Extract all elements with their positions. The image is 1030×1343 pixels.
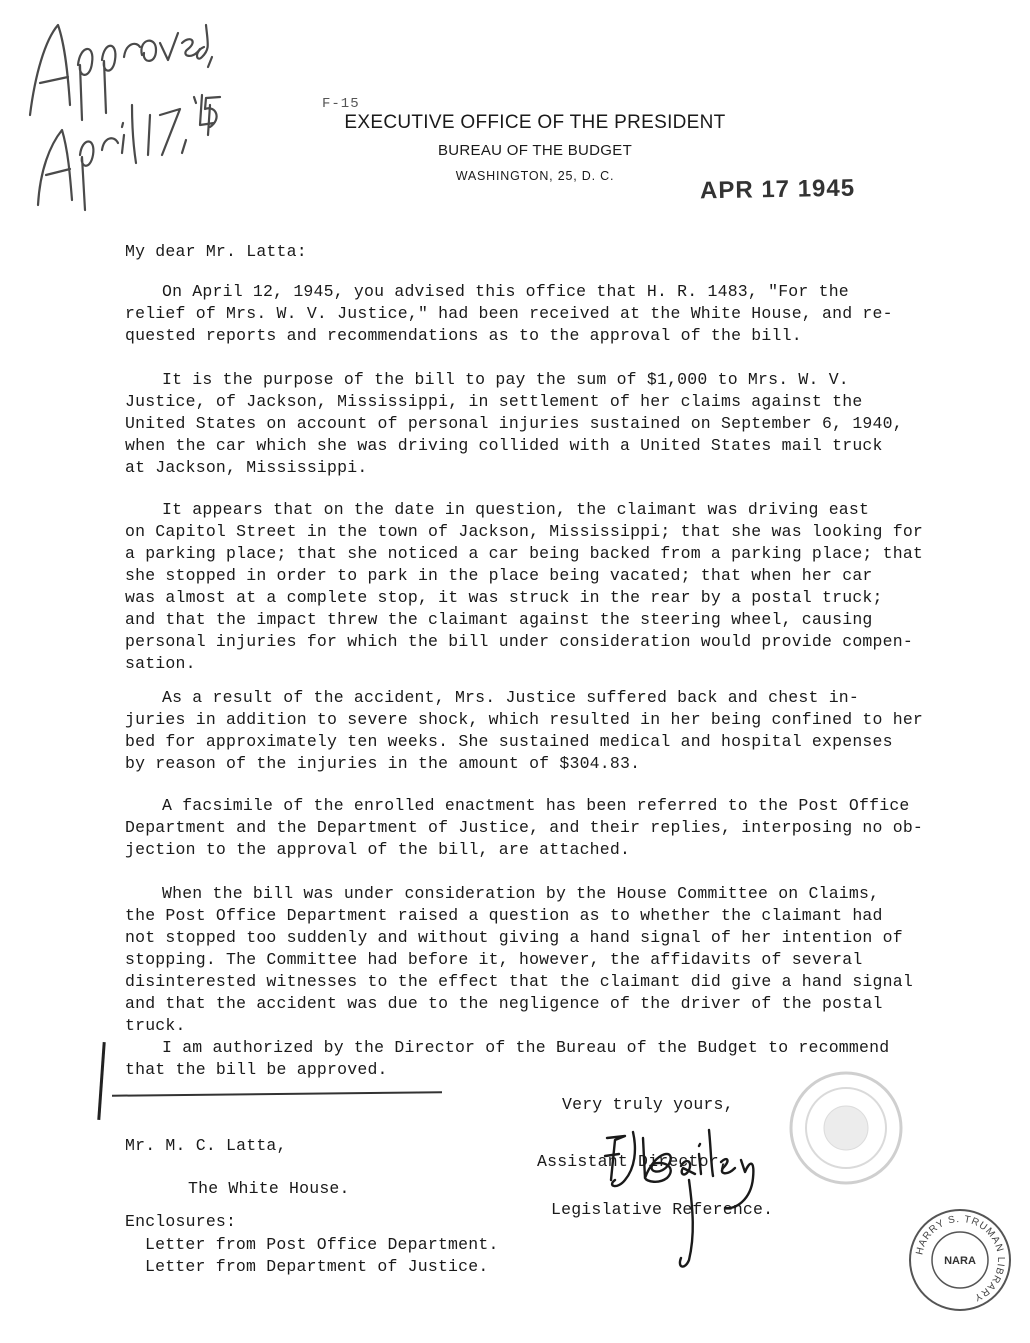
paragraph-line: juries in addition to severe shock, which resulted in her being confined to her bbox=[125, 710, 924, 729]
paragraph-line: A facsimile of the enrolled enactment has been referred to the Post Office bbox=[162, 796, 910, 815]
letterhead-office: EXECUTIVE OFFICE OF THE PRESIDENT bbox=[344, 112, 726, 133]
paragraph-7 bbox=[125, 1037, 889, 1081]
paragraph-line: truck. bbox=[125, 1016, 186, 1035]
paragraph-line: and that the accident was due to the negligence of the driver of the postal bbox=[125, 994, 883, 1013]
addressee-place: The White House. bbox=[188, 1179, 350, 1198]
nara-library-seal bbox=[905, 1205, 1015, 1315]
paragraph-line: It appears that on the date in question, the claimant was driving east bbox=[162, 500, 870, 519]
letterhead-city: WASHINGTON, 25, D. C. bbox=[455, 169, 615, 183]
handwritten-approval-annotation bbox=[10, 5, 225, 215]
paragraph-line: Department and the Department of Justice, and their replies, interposing no ob- bbox=[125, 818, 924, 837]
paragraph-line: and that the impact threw the claimant against the steering wheel, causing bbox=[125, 610, 873, 629]
paragraph-line: she stopped in order to park in the place being vacated; that when her car bbox=[125, 566, 873, 585]
paragraph-line: not stopped too suddenly and without giving a hand signal of her intention of bbox=[125, 928, 903, 947]
paragraph-line: that the bill be approved. bbox=[125, 1060, 388, 1079]
paragraph-line: a parking place; that she noticed a car being backed from a parking place; that bbox=[125, 544, 924, 563]
letterhead-bureau: BUREAU OF THE BUDGET bbox=[437, 142, 633, 159]
file-mark: F-15 bbox=[322, 96, 360, 112]
closing: Very truly yours, bbox=[562, 1095, 734, 1114]
paragraph-line: at Jackson, Mississippi. bbox=[125, 458, 368, 477]
signer-title-line-2: Legislative Reference. bbox=[551, 1200, 774, 1219]
paragraph-3 bbox=[125, 499, 923, 675]
enclosure-item: Letter from Department of Justice. bbox=[145, 1257, 489, 1276]
paragraph-line: On April 12, 1945, you advised this office that H. R. 1483, "For the bbox=[162, 282, 849, 301]
paragraph-4 bbox=[125, 687, 923, 775]
paragraph-1 bbox=[125, 281, 893, 347]
paragraph-line: jection to the approval of the bill, are attached. bbox=[125, 840, 631, 859]
paragraph-line: disinterested witnesses to the effect that the claimant did give a hand signal bbox=[125, 972, 913, 991]
embossed-library-seal bbox=[786, 1068, 906, 1188]
nara-label: NARA bbox=[944, 1255, 976, 1267]
enclosure-item: Letter from Post Office Department. bbox=[145, 1235, 499, 1254]
paragraph-2 bbox=[125, 369, 903, 479]
margin-pen-mark bbox=[97, 1042, 105, 1120]
paragraph-line: quested reports and recommendations as to the approval of the bill. bbox=[125, 326, 802, 345]
paragraph-line: sation. bbox=[125, 654, 196, 673]
paragraph-line: When the bill was under consideration by the House Committee on Claims, bbox=[162, 884, 880, 903]
paragraph-line: It is the purpose of the bill to pay the sum of $1,000 to Mrs. W. V. bbox=[162, 370, 849, 389]
library-seal-text: HARRY S. TRUMAN LIBRARY bbox=[914, 1213, 1007, 1304]
addressee-name: Mr. M. C. Latta, bbox=[125, 1136, 287, 1155]
paragraph-line: by reason of the injuries in the amount of $304.83. bbox=[125, 754, 641, 773]
paragraph-line: on Capitol Street in the town of Jackson, Mississippi; that she was looking for bbox=[125, 522, 924, 541]
paragraph-line: bed for approximately ten weeks. She sustained medical and hospital expenses bbox=[125, 732, 893, 751]
paragraph-line: the Post Office Department raised a question as to whether the claimant had bbox=[125, 906, 883, 925]
underline-pen-mark bbox=[112, 1091, 442, 1096]
paragraph-line: United States on account of personal injuries sustained on September 6, 1940, bbox=[125, 414, 903, 433]
paragraph-line: I am authorized by the Director of the Bureau of the Budget to recommend bbox=[162, 1038, 890, 1057]
paragraph-line: Justice, of Jackson, Mississippi, in settlement of her claims against the bbox=[125, 392, 863, 411]
paragraph-line: was almost at a complete stop, it was struck in the rear by a postal truck; bbox=[125, 588, 883, 607]
paragraph-6 bbox=[125, 883, 913, 1037]
paragraph-line: As a result of the accident, Mrs. Justice suffered back and chest in- bbox=[162, 688, 860, 707]
signer-title-line-1: Assistant Director, bbox=[537, 1152, 729, 1171]
paragraph-line: relief of Mrs. W. V. Justice," had been received at the White House, and re- bbox=[125, 304, 893, 323]
paragraph-line: personal injuries for which the bill under consideration would provide compen- bbox=[125, 632, 913, 651]
paragraph-line: stopping. The Committee had before it, however, the affidavits of several bbox=[125, 950, 863, 969]
paragraph-line: when the car which she was driving collided with a United States mail truck bbox=[125, 436, 883, 455]
salutation: My dear Mr. Latta: bbox=[125, 242, 307, 261]
letterhead bbox=[300, 112, 770, 183]
enclosures-label: Enclosures: bbox=[125, 1212, 237, 1231]
paragraph-5 bbox=[125, 795, 923, 861]
date-stamp: APR 17 1945 bbox=[699, 174, 856, 205]
